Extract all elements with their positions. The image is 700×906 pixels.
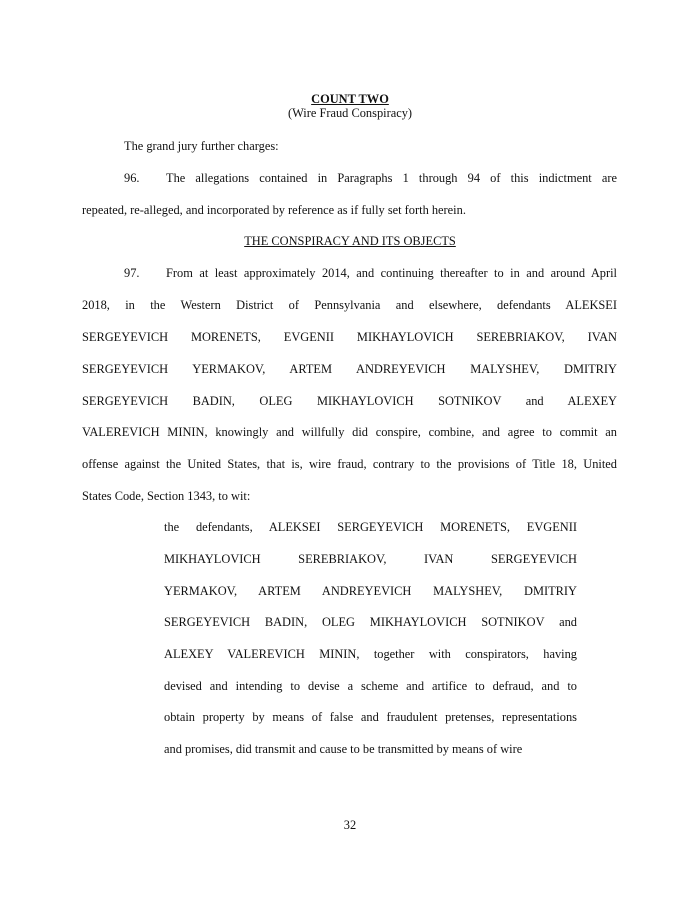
block-quote-line: obtain property by means of false and fraudulent pretenses, representations [164, 710, 577, 724]
section-heading: THE CONSPIRACY AND ITS OBJECTS [244, 234, 456, 248]
paragraph-97-line: SERGEYEVICH BADIN, OLEG MIKHAYLOVICH SOTNIKOV and ALEXEY [82, 394, 617, 408]
block-quote-line: and promises, did transmit and cause to be transmitted by means of wire [164, 742, 523, 756]
paragraph-text: The allegations contained in Paragraphs 1 through 94 of this indictment are [166, 171, 617, 185]
block-quote-line: devised and intending to devise a scheme and artifice to defraud, and to [164, 679, 577, 693]
paragraph-96-first-line [124, 170, 617, 186]
paragraph-97-first-line [124, 265, 617, 281]
paragraph-number: 97. [124, 266, 140, 280]
paragraph-text: From at least approximately 2014, and continuing thereafter to in and around April [166, 266, 617, 280]
count-title: COUNT TWO [311, 92, 389, 106]
block-quote-line: the defendants, ALEKSEI SERGEYEVICH MORENETS, EVGENII [164, 520, 577, 534]
paragraph-96-line: repeated, re-alleged, and incorporated by reference as if fully set forth herein. [82, 203, 466, 217]
paragraph-97-line: VALEREVICH MININ, knowingly and willfully did conspire, combine, and agree to commit an [82, 425, 617, 439]
paragraph-97-line: 2018, in the Western District of Pennsylvania and elsewhere, defendants ALEKSEI [82, 298, 617, 312]
paragraph-97-line: States Code, Section 1343, to wit: [82, 489, 251, 503]
block-quote-line: MIKHAYLOVICH SEREBRIAKOV, IVAN SERGEYEVICH [164, 552, 577, 566]
count-subtitle: (Wire Fraud Conspiracy) [287, 106, 413, 120]
block-quote-line: SERGEYEVICH BADIN, OLEG MIKHAYLOVICH SOTNIKOV and [164, 615, 577, 629]
paragraph-97-line: SERGEYEVICH YERMAKOV, ARTEM ANDREYEVICH MALYSHEV, DMITRIY [82, 362, 617, 376]
page-number: 32 [343, 818, 357, 832]
paragraph-97-line: SERGEYEVICH MORENETS, EVGENII MIKHAYLOVICH SEREBRIAKOV, IVAN [82, 330, 617, 344]
block-quote-line: YERMAKOV, ARTEM ANDREYEVICH MALYSHEV, DMITRIY [164, 584, 577, 598]
paragraph-97-line: offense against the United States, that is, wire fraud, contrary to the provisions of Title 18, United [82, 457, 617, 471]
paragraph-number: 96. [124, 171, 140, 185]
intro-text: The grand jury further charges: [124, 139, 279, 153]
block-quote-line: ALEXEY VALEREVICH MININ, together with conspirators, having [164, 647, 577, 661]
